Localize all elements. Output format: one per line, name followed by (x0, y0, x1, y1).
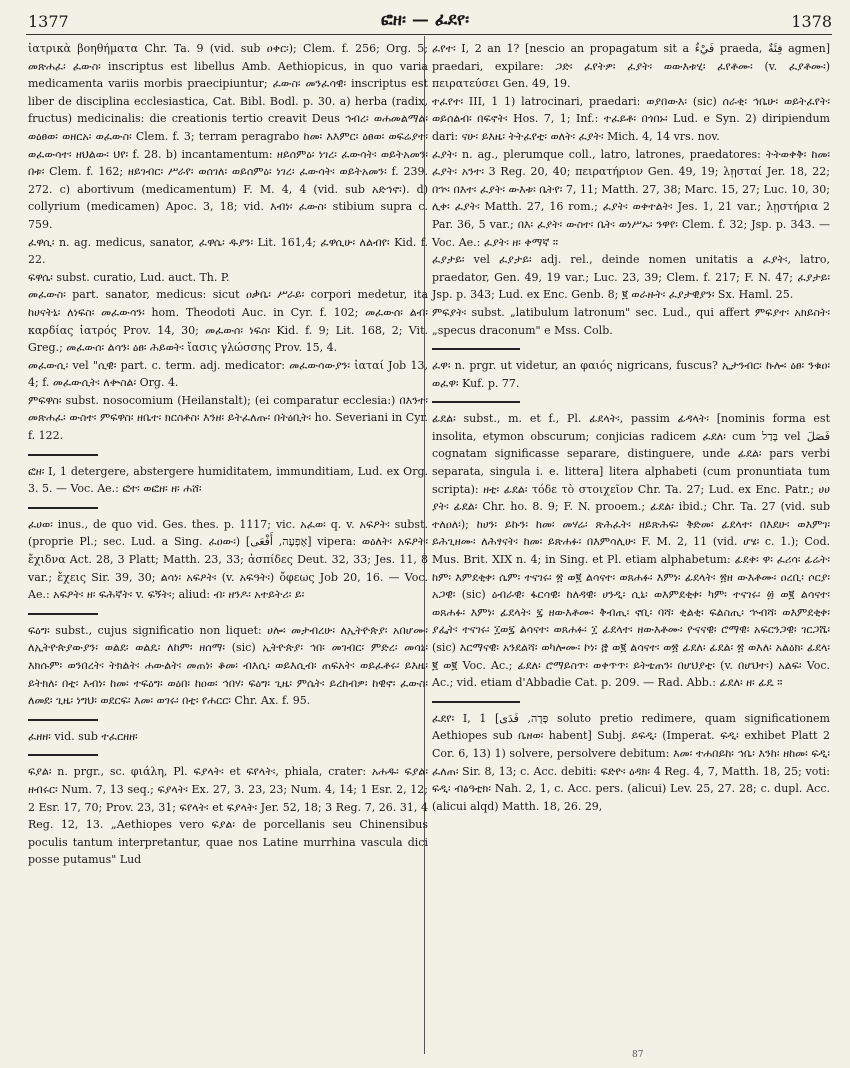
dictionary-entry: ፈደየ፡ I, 1 [פָּדָה, فَدَى soluto pretio redimere, quam significationem Aethiopes sub ቤዘወ፡ habent] Subj. ይፍዲ፡ (Imperat. ፍዲ፡ exhibet Platt 2 Cor. 6, 13) 1) solvere, persolvere debitum: እመ፡ ተሐበይከ፡ ኅቤ፡ እንከ፡ ዘከመ፡ ፍዲ፡ ፈለጠ፡ Sir. 8, 13; c. Acc. debiti: ፍድዮ፡ ዕዳክ፡ 4 Reg. 4, 7, Matth. 18, 25; voti: ፍዲ፡ ብፅዓቲክ፡ Nah. 2, 1, c. Acc. pers. (alicui) Lev. 25, 27. 28; c. dupl. Acc. (alicui alqd) Matth. 18, 26. 29, (432, 711, 830, 813)
dictionary-entry: ምፍዋስ፡ subst. nosocomium (Heilanstalt); (ei comparatur ecclesia:) በእንተ፡ መጽሐፈ፡ ውስተ፡ ምፍዋስ፡ ዘቤተ፡ ክርስቶስ፡ እንዘ፡ ይትፈለጡ፡ በትዕቢት፡ ho. Severiani in Cyr. f. 122. (28, 393, 428, 443)
dictionary-entry: ἰατρικὰ βοηθήματα Chr. Ta. 9 (vid. sub ዐቀር፡); Clem. f. 256; Org. 5; መጽሐፈ፡ ፈውስ፡ inscriptus est libellus Amb. Aethiopicus, in quo varia medicamenta variis morbis praecipiuntur; ፈውስ፡ መንፈሳዊ፡ inscriptus est liber de disciplina ecclesiastica, Cat. Bibl. Bodl. p. 30. a) herba (radix, fructus) medicinalis: die creationis tertio creavit Deus ኅብረ፡ ወሐመልማል፡ ወዕፀወ፡ ወዘርአ፡ ወፈውስ፡ Clem. f. 3; terram peragrabo ከመ፡ እእምር፡ ዕፀወ፡ ወፍሬያተ፡ ወፈውሳተ፡ ዘህልው፡ ህየ፡ f. 28. b) incantamentum: ዘይሰምዕ፡ ነገረ፡ ፈውሳት፡ ወይትአመን፡ በቱ፡ Clem. f. 162; ዘይገብር፡ ሥራየ፡ ወሰገለ፡ ወይሰምዕ፡ ነገረ፡ ፈውሳት፡ ወይትአመን፡ f. 239. 272. c) abortivum (medicamentum) F. M. 4, 4 (vid. sub አድኅኖ፡). d) collyrium (medicamen) Apoc. 3, 18; vid. እብነ፡ ፈውስ፡ stibium supra c. 759. (28, 42, 428, 231)
dictionary-entry: መፈውስ፡ part. sanator, medicus: sicut ዐቃቤ፡ ሥራይ፡ corpori medetur, ita ከሀናትኒ፡ ለነፍስ፡ መፈውሳን፡ hom. Theodoti Auc. in Cyr. f. 102; መፈውሰ፡ ልብ፡ καρδίας ἰατρός Prov. 14, 30; መፈውሰ፡ ነፍስ፡ Kid. f. 9; Lit. 168, 2; Vit. Greg.; መፈውሰ፡ ልሳን፡ ዕፀ፡ ሕይወት፡ ἴασις γλώσσης Prov. 15, 4. (28, 288, 428, 355)
dictionary-entry: ፍዋሴ፡ subst. curatio, Lud. auct. Th. P. (28, 270, 230, 284)
dictionary-entry: ፈሀወ፡ inus., de quo vid. Ges. thes. p. 1117; vic. አፈወ፡ q. v. አፍዖት፡ subst. (proprie Pl.; sec. Lud. a Sing. ፈዐው፡) [אֶפְעֶה, أَفْعَى] vipera: ወዕለት፡ አፍዖት፡ ἔχιδνα Act. 28, 3 Platt; Matth. 23, 33; ἀσπίδες Deut. 32, 33; Jes. 11, 8 var.; ἔχεις Sir. 39, 30; ልሳነ፡ አፍዖት፡ (v. አፍዓት፡) ὄφεως Job 20, 16. — Voc. Ae.: አፍዖት፡ ዘ፡ ፍሕኛት፡ v. ፍኝት፡; aliud: ብ፡ ዘንዶ፡ አተይትሪ፡ ይ፡ (28, 517, 429, 602)
dictionary-entry: መፈውሲ፡ vel "ሲዊ፡ part. c. term. adj. medicator: መፈውሳውያን፡ ἰαταί Job 13, 4; f. መፈውሲት፡ ለቍስል፡ Org. 4. (28, 358, 428, 390)
entry-separator (28, 719, 98, 721)
dictionary-entry: ምፍያት፡ subst. „latibulum latronum" sec. Lud., qui affert ምፍያተ፡ አክይስት፡ „specus draconum" e Mss. Colb. (432, 305, 830, 337)
header-rule (26, 34, 832, 35)
dictionary-entry: ፈየተ፡ I, 2 an 1? [nescio an propagatum sit a فَيْءٌ praeda, فِئَةٌ agmen] praedari, expilare: ጋድ፡ ፈየትዎ፡ ፈያት፡ ወውእቱሂ፡ ፈየቶሙ፡ (v. ፈያቶሙ፡) πειρατεύσει Gen. 49, 19. (432, 42, 830, 91)
entry-separator (432, 401, 520, 403)
entry-separator (432, 701, 520, 703)
dictionary-entry: ፈያታይ፡ vel ፈያታይ፡ adj. rel., deinde nomen unitatis a ፈያት፡, latro, praedator, Gen. 49, 19 var.; Luc. 23, 39; Clem. f. 217; F. N. 47; ፈያታይ፡ Jsp. p. 343; Lud. ex Enc. Genb. 8; ፪ ወራዙት፡ ፈያታዊያን፡ Sx. Haml. 25. (432, 253, 830, 302)
dictionary-entry: ፈዘዘ፡ vid. sub ተፈርዘዘ፡ (28, 729, 138, 743)
entry-separator (28, 507, 98, 509)
entry-separator (28, 754, 98, 756)
dictionary-entry: ፎዘ፡ I, 1 detergere, abstergere humiditatem, immunditiam, Lud. ex Org. 3. 5. — Voc. Ae.: ፎተ፡ ወፎዘ፡ ዘ፡ ሐሸ፡ (28, 464, 428, 496)
left-column (28, 40, 428, 869)
signature-mark: 87 (632, 1050, 644, 1060)
dictionary-entry: ፊደል፡ subst., m. et f., Pl. ፊደላት፡, passim ፊዳላት፡ [nominis forma est insolita, etymon obscurum; conjicias radicem ፈደለ፡ cum בָּדַל vel فَصَلَ cognatam significasse separare, distinguere, unde ፊደል፡ pars verbi separata, singula i. e. littera] litera alphabeti (cum pronuntiata tum scripta): ዘቲ፡ ፊደል፡ τόδε τὸ στοιχεῖον Chr. Ta. 27; Lud. ex Enc. Patr.; ሀሀ ያት፡ ፊደል፡ Chr. ho. 8. 9; F. N. prooem.; ፊደል፡ ibid.; Chr. Ta. 27 (vid. sub ተለዐለ፡); ከሀን፡ ይኩን፡ ከመ፡ መሃሬ፡ ጽሕፈት፡ ዘይጽሕፍ፡ ቅድመ፡ ፊደላተ፡ በእደሁ፡ ወእምገ፡ ይሕጊዘሙ፡ ለሕፃናት፡ ከመ፡ ይጽሐፉ፡ በእምሳሊሁ፡ F. M. 2, 11 (vid. ሆሄ፡ c. 1.); Cod. Mus. Brit. XIX n. 4; in Sing. et Pl. etiam alphabetum: ፊደቀ፡ ዋ፡ ፈሪሳ፡ ፊሬት፡ ከም፡ እምደቂቀ፡ ሴም፡ ተናገሩ፡ ፳ ወ፪ ልሳናተ፡ ወጸሐፉ፡ እምነ፡ ፊደላት፡ ፳ዘ ውእቶሙ፡ ዐረቢ፡ ሶርያ፡ አጋዊ፡ (sic) ዕብራዊ፡ ፋርሳዊ፡ ከለዳዊ፡ ሀንዲ፡ ሲኒ፡ ወእምደቂቀ፡ ካም፡ ተናገሩ፡ ፴ ወ፪ ልሳናተ፡ ወጸሐፉ፡ እምነ፡ ፊደላት፡ ፯ ዘውእቶሙ፡ ቅብጢ፡ ኖቢ፡ ባሻ፡ ቂልቂ፡ ፍልስጢ፡ ኍብሻ፡ ወእምደቂቀ፡ ያፌት፡ ተናገሩ፡ ፲ወ፯ ልሳናተ፡ ወጸሐፉ፡ ፲ ፊደላተ፡ ዘውእቶሙ፡ ዮናናዊ፡ ሮማዊ፡ አፍርንጋዊ፡ ገርጋሼ፡ (sic) እርማናዊ፡ አንደልሻ፡ ወካሎሙ፡ ኮነ፡ ፸ ወ፪ ልሳናተ፡ ወ፳ ፊደለ፡ ፊደል፡ ፳ ወእለ፡ አልዕክ፡ ፊደላ፡ ፪ ወ፪ Voc. Ac.; ፊደለ፡ ሮማይስጥ፡ ወቀጥጥ፡ ይትቴጠን፡ በሆህያቲ፡ (v. በሆህተ፡) አልፍ፡ Voc. Ac.; vid. etiam d'Abbadie Cat. p. 209. — Rad. Abb.: ፊደለ፡ ዘ፡ ፊዴ ። (432, 412, 830, 690)
entry-separator (432, 348, 520, 350)
dictionary-entry: ተፈየተ፡ III, 1 1) latrocinari, praedari: ወያበውእ፡ (sic) ሰራቂ፡ ኅቤሁ፡ ወይትፈየት፡ ወይሰልብ፡ በፍኖት፡ Hos. 7, 1; Inf.: ተፈይቶ፡ በጎበኑ፡ Lud. e Syn. 2) diripiendum dari: ናሁ፡ ይእዜ፡ ትትፈየቲ፡ ወለት፡ ፈያት፡ Mich. 4, 14 vrs. nov. (432, 94, 830, 143)
page-number-right: 1378 (791, 12, 832, 31)
dictionary-entry: ፍያል፡ n. prgr., sc. φιάλη, Pl. ፍያላት፡ et ፍየላት፡, phiala, crater: አሐዱ፡ ፍያል፡ ዘብሩር፡ Num. 7, 13 seq.; ፍያላት፡ Ex. 27, 3. 23, 23; Num. 4, 14; 1 Esr. 2, 12; 2 Esr. 17, 70; Prov. 23, 31; ፍየላት፡ et ፍያላት፡ Jer. 52, 18; 3 Reg. 7, 26. 31, 4 Reg. 12, 13. „Aethiopes vero ፍያል፡ de porcellanis seu Chinensibus poculis tantum interpretantur, quae nos Latine murrhina vascula dici posse putamus" Lud (28, 765, 428, 867)
dictionary-entry: ፈዋ፡ n. prgr. ut videtur, an φαιός nigricans, fuscus? ኢታንብር፡ ኩሎ፡ ዕፀ፡ ንቁዐ፡ ወፈዋ፡ Kuf. p. 77. (432, 359, 830, 390)
entry-separator (28, 454, 98, 456)
dictionary-entry: ፍዕግ፡ subst., cujus significatio non liquet: ሀሎ፡ መታብረሁ፡ ለኢትዮጵያ፡ አበሆሙ፡ ለኢትዮጵያውያን፡ ወልደ፡ ወልዴ፡ ለከም፡ ዘሰማ፡ (sic) ኢትዮጵያ፡ ኅበ፡ መገብር፡ ምድረ፡ መሳኒ፡ እክሱም፡ ወንበረት፡ ትክልት፡ ሐውልት፡ መጠነ፡ ቆመ፡ ብእሲ፡ ወይእሲብ፡ ጠፍአት፡ ወይፈቶሩ፡ ይእዜ፡ ይትክለ፡ በቲ፡ እብነ፡ ከመ፡ ተፍዕግ፡ ወዕበ፡ ከዐወ፡ ኅበሃ፡ ፍዕግ፡ ጊዜ፡ ምሴት፡ ይረከብዎ፡ ከዊኖ፡ ፈውስ፡ ለመደ፡ ጊዜ፡ ነግህ፡ ወደርፍ፡ እመ፡ ወገሩ፡ በቲ፡ የሐርር፡ Chr. Ax. f. 95. (28, 623, 428, 708)
running-head: ፎዘ፡ — ፈደየ፡ (380, 10, 470, 30)
page-header (0, 0, 850, 36)
right-column (432, 40, 830, 815)
dictionary-entry: ፈዋሲ፡ n. ag. medicus, sanator, ፈዋሴ፡ ዱያን፡ Lit. 161,4; ፈዋሲሁ፡ ለልብየ፡ Kid. f. 22. (28, 235, 428, 267)
page-number-left: 1377 (28, 12, 69, 31)
dictionary-entry: ፈያት፡ n. ag., plerumque coll., latro, latrones, praedatores: ትትወቀቅ፡ ከመ፡ ፈያት፡ አንተ፡ 3 Reg. 20, 40; πειρατήριον Gen. 49, 19; λῃσταί Jer. 18, 22; በኍ፡ በእተ፡ ፈያት፡ ውእቱ፡ ቤትየ፡ 7, 11; Matth. 27, 38; Marc. 15, 27; Luc. 10, 30; ሊቀ፡ ፈያት፡ Matth. 27, 16 rom.; ፈያት፡ ወቀተልት፡ Jes. 1, 21 var.; λῃστήρια 2 Par. 36, 5 var.; በእ፡ ፈያት፡ ውስተ፡ ቤት፡ ወነሥኡ፡ ንዋየ፡ Clem. f. 32; Jsp. p. 343. — Voc. Ae.: ፈያት፡ ዘ፡ ቀማኛ ። (432, 147, 830, 249)
entry-separator (28, 613, 98, 615)
